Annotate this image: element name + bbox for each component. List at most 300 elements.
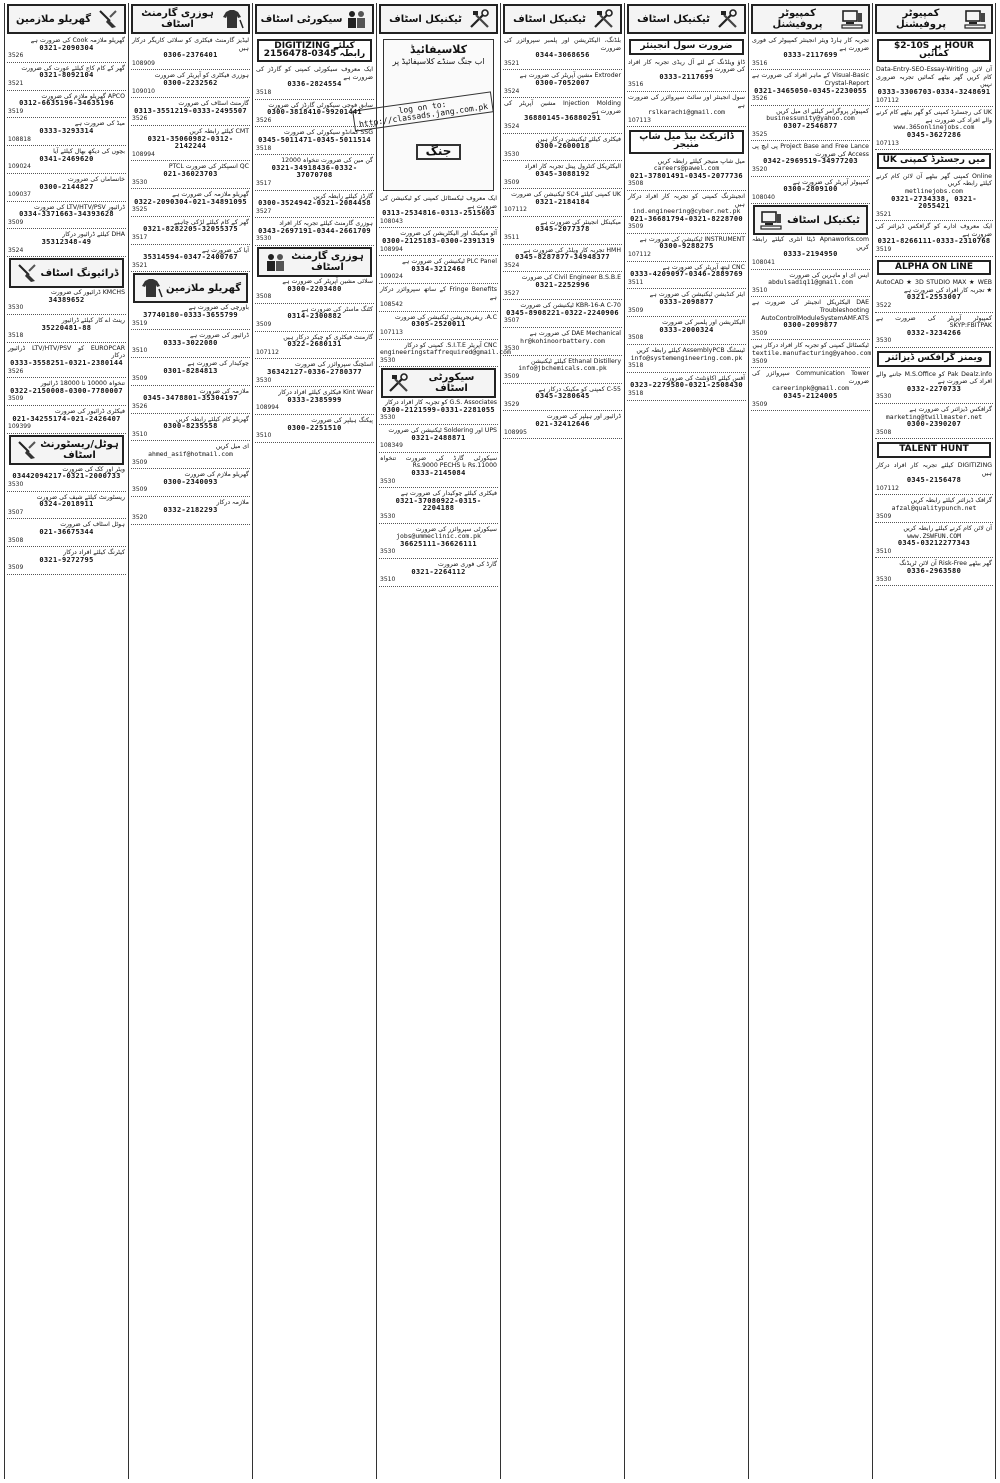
ad-text: DIGITIZING کیلئے تجربہ کار افراد درکار ہیں (876, 461, 992, 477)
ad-code: 107113 (628, 116, 651, 124)
ad-headline-box: UK میں رجسٹرڈ کمپنی (877, 153, 991, 169)
classified-ad (7, 203, 126, 230)
computer-icon (962, 8, 988, 30)
ad-code: 3524 (8, 246, 24, 254)
ad-text: Visual-Basic کے ماہر افراد کی ضرورت ہے Crystal-Report (752, 72, 869, 87)
ad-phone: 0300-2099877 (783, 321, 838, 330)
section-header (751, 4, 870, 34)
section-header (503, 4, 622, 34)
ad-text: Pak Dealz.info کو M.S.Office جاننے والے افراد کی ضرورت ہے (876, 370, 993, 386)
section-header (627, 4, 746, 34)
ad-code: 3521 (876, 210, 892, 218)
ad-text: Injection Molding مشین آپریٹر کی ضرورت ہے (504, 100, 621, 115)
section-title: کمپیوٹر پروفیشنل (895, 8, 946, 30)
ad-text: ویٹر اور کک کی ضرورت (62, 465, 125, 473)
ad-code: 3511 (628, 278, 644, 286)
classified-ad (503, 273, 622, 300)
ad-code: 108994 (380, 245, 403, 253)
ad-text: CNC لیتھ آپریٹر کی ضرورت ہے (662, 263, 745, 271)
section-header (381, 368, 496, 398)
classified-ad (131, 442, 250, 469)
ad-code: 3520 (752, 165, 768, 173)
ad-text: PLC Panel ٹیکنیشن کی ضرورت ہے (402, 258, 497, 266)
ad-code: 3509 (752, 357, 768, 365)
ad-text: G.S. Associates کو تجربہ کار افراد درکار (385, 399, 497, 407)
ad-email[interactable]: info@jbchemicals.com.pk (518, 364, 607, 373)
classified-ad (751, 178, 870, 205)
classified-ad (379, 454, 498, 488)
ad-text: CNC آپریٹر S.I.T.E. کمپنی کو درکار (404, 341, 497, 349)
ad-code: 3530 (132, 178, 148, 186)
ad-text: آٹو میکینک اور الیکٹریشن کی ضرورت (400, 230, 497, 238)
classified-ad (255, 305, 374, 332)
ad-code: 3509 (132, 486, 148, 494)
ad-text: گھریلو ملازم کی ضرورت (184, 471, 249, 479)
ad-phone: 0322-2150008-0300-7780007 (10, 386, 123, 395)
ad-headline-box: ویمنز گرافکس ڈیزائنر (877, 351, 991, 367)
classified-ad (627, 235, 746, 262)
ad-text: گن مین کی ضرورت تنخواہ 12000 (281, 157, 373, 165)
classified-ad (379, 313, 498, 340)
classified-ad (255, 65, 374, 99)
ad-phone: 0332-3234266 (906, 328, 962, 337)
ad-code: 107113 (380, 328, 403, 336)
ad-phone: 0345-5011471-0345-5011514 (258, 135, 371, 144)
classified-ad (379, 194, 498, 228)
ad-phone: 0300-2125183-0300-2391319 (382, 236, 495, 245)
classified-column (500, 3, 624, 1479)
ad-phone: 0332-2182293 (163, 505, 218, 514)
classified-ad (751, 298, 870, 340)
ad-text: CMT کیلئے رابطہ کریں (189, 127, 249, 135)
ad-code: 3518 (628, 362, 644, 370)
classified-ad (503, 99, 622, 133)
ad-text: فیکٹری ڈرائیور کی ضرورت (54, 407, 125, 415)
classified-ad (255, 333, 374, 360)
ad-code: 108040 (752, 193, 775, 201)
ad-phone: 0314-2300882 (287, 312, 342, 321)
classified-ad (875, 222, 993, 256)
ad-email[interactable]: ahmed_asif@hotmail.com (148, 449, 233, 458)
ad-phone: 36342127-0336-2780377 (267, 368, 362, 376)
ad-email[interactable]: www.ZSWFUN.COM (907, 531, 961, 540)
classified-ad (379, 341, 511, 368)
ad-code: 3507 (504, 317, 520, 325)
ad-code: 107112 (256, 348, 279, 356)
ad-text: تنخواہ 10000 تا 18000 ڈرائیور (40, 380, 125, 388)
classified-ad (255, 156, 374, 190)
ad-email[interactable]: marketing@twillmaster.net (885, 412, 983, 421)
classified-ad (875, 172, 993, 222)
section-title: کمپیوٹر پروفیشنل (772, 8, 823, 30)
ad-email[interactable]: metlinejobs.com (905, 186, 963, 195)
ad-code: 3519 (132, 319, 148, 327)
ad-code: 3530 (380, 548, 396, 556)
ad-code: 3508 (628, 334, 644, 342)
ad-text: کمپیوٹر پروگرامر کیلئے ای میل کریں (776, 107, 869, 115)
tools-icon (467, 8, 493, 30)
ad-code: 3511 (504, 234, 520, 242)
ad-code: 107113 (876, 139, 899, 147)
ad-text: ایک معروف سیکورٹی کمپنی کو گارڈز کی ضرورت ہے (256, 66, 373, 81)
section-title: ٹیکنیکل اسٹاف (637, 13, 710, 25)
ad-text: ایئر کنڈیشن ٹیکنیشن کی ضرورت ہے (649, 291, 745, 299)
ad-code: 107112 (876, 484, 899, 492)
ad-text: گھریلو کام کیلئے رابطہ کریں (176, 415, 249, 423)
ad-text: ہوزری گارمنٹ کیلئے تجربہ کار افراد (279, 220, 373, 228)
ad-phone: 0345-2124005 (783, 391, 838, 400)
ad-code: 3519 (876, 246, 892, 254)
ad-phone: 0334-3371663-34393628 (19, 210, 114, 219)
ad-text: ریسٹورنٹ کیلئے شیف کی ضرورت (36, 493, 125, 501)
ad-text: خانساماں کی ضرورت (67, 175, 125, 183)
classified-ad (379, 489, 498, 523)
ad-code: 3520 (132, 514, 148, 522)
jang-logo: جنگ (416, 144, 462, 160)
classified-column (358, 3, 511, 1479)
ad-phone: 0300-9288275 (659, 242, 714, 251)
classified-ad (875, 405, 993, 439)
ad-phone: 36880145-36880291 (524, 114, 601, 123)
section-header (875, 4, 993, 34)
ad-phone: 35314594-0347-2400767 (143, 253, 238, 262)
ad-code: 3530 (8, 304, 24, 312)
ad-code: 3509 (628, 306, 644, 314)
ad-text: C-55 کمپنی کو مکینک درکار ہے (538, 385, 621, 393)
classified-ad (255, 416, 374, 443)
ad-code: 3509 (8, 564, 24, 572)
ad-phone: 0321-8282205-32055375 (143, 225, 238, 234)
section-header (257, 247, 372, 277)
ad-phone: 0313-2534816-0313-2515603 (382, 209, 495, 218)
classified-ad (503, 218, 622, 245)
ad-text: چوکیدار کی ضرورت ہے (187, 360, 249, 367)
ad-email[interactable]: textile.manufacturing@yahoo.com (752, 349, 872, 357)
ad-code: 3516 (628, 81, 644, 89)
ad-phone: 0321-2184184 (535, 197, 590, 206)
ad-text: UK کمپنی کیلئے SC4 ٹیکنیشن کی ضرورت (511, 191, 621, 199)
classified-ad (875, 524, 993, 558)
ad-text: سابق فوجی سیکورٹی گارڈز کی ضرورت (268, 101, 373, 109)
ad-code: 3509 (628, 223, 644, 231)
ad-headline-box: ضرورت سول انجینئر (629, 39, 744, 55)
classified-ad (875, 314, 993, 348)
ad-code: 3527 (504, 289, 520, 297)
classified-ad (379, 426, 498, 453)
ad-phone: 0300-2144827 (39, 182, 94, 191)
ad-text: EUROPCAR کو LTV/HTV/PSV ڈرائیور درکار (8, 344, 126, 360)
ad-code: 3530 (380, 513, 396, 520)
classified-ad (255, 360, 374, 387)
ad-text: QC انسپکٹر کی ضرورت PTCL (168, 163, 249, 171)
ad-phone: 0322-2680131 (287, 340, 342, 349)
ad-code: 3509 (504, 178, 520, 186)
ad-phone: 021-37801491-0345-2077736 (630, 171, 743, 180)
ad-code: 3527 (256, 207, 272, 215)
ad-text: میکینکل انجینئر کی ضرورت ہے (540, 218, 621, 226)
ad-email[interactable]: hr@kohinoorbattery.com (520, 336, 605, 345)
ad-phone: 0345-8287877-34948377 (515, 253, 610, 262)
ad-email[interactable]: afzal@qualitypunch.net (891, 503, 977, 512)
ad-phone: 0321-2553007 (906, 293, 962, 302)
ad-phone: 0345-3280645 (535, 392, 590, 401)
classified-ad (379, 285, 498, 312)
ad-text: الیکٹریکل کنٹرول پینل تجربہ کار افراد (524, 163, 621, 171)
classified-ad (131, 415, 250, 442)
ad-phone: 0300-2809100 (783, 185, 838, 194)
promo-subtitle: اب جنگ سنڈے کلاسیفائیڈ پر (392, 56, 485, 66)
ad-phone: 0300-3818410-99201441 (267, 108, 362, 117)
ad-email[interactable]: businessunity@yahoo.com (766, 114, 855, 123)
ad-text: لیڈیز گارمنٹ فیکٹری کو سلائی کاریگر درکار ہیں (132, 37, 249, 52)
ad-phone: 0301-8284813 (163, 366, 218, 375)
ad-phone: 0321-8092104 (39, 71, 94, 80)
classified-ad (627, 290, 746, 317)
ad-phone: 0321-2252996 (535, 281, 590, 290)
ad-code: 3508 (876, 428, 892, 436)
classified-ad (131, 162, 250, 189)
classified-ad (255, 192, 374, 219)
ad-phone: 0300-3524942-0321-2084458 (258, 199, 371, 208)
classified-ad (503, 36, 622, 70)
ad-code: 3530 (876, 393, 892, 401)
ad-text: بلڈنگ، الیکٹریشن اور پلمبر سپروائزر کی ضرورت (504, 37, 621, 52)
ad-text: پیکنگ ہیلپر کی ضرورت (311, 416, 373, 424)
ad-phone: 0342-2969519-34977203 (763, 157, 858, 166)
section-title: سیکورٹی اسٹاف (428, 372, 475, 395)
ad-text: فیکٹری کیلئے ٹیکنیشن درکار ہیں (537, 135, 621, 143)
ad-code: 109010 (132, 87, 155, 95)
classified-ad (751, 235, 870, 269)
ad-text: آن لائن کام کرنے کیلئے رابطہ کریں (903, 525, 992, 533)
ad-email[interactable]: jobs@ummeclinic.com.pk (396, 532, 481, 541)
ad-text: ہوزری فیکٹری کو آپریٹر کی ضرورت (154, 72, 249, 80)
classified-ad (7, 548, 126, 575)
ad-email[interactable]: careerinpk@gmail.com (772, 384, 849, 393)
ad-text: Online کمپنی گھر بیٹھے آن لائن کام کرنے کیلئے رابطہ کریں (876, 172, 992, 188)
ad-code: 107112 (628, 251, 651, 259)
ad-phone: 0313-3551219-0333-2495507 (134, 106, 247, 115)
ad-code: 3518 (256, 88, 272, 96)
classified-ad (7, 92, 126, 119)
ad-email[interactable]: info@systemengineering.com.pk (630, 353, 743, 362)
tools-icon (386, 372, 412, 394)
ad-text: رینٹ اے کار کیلئے ڈرائیور (61, 317, 125, 325)
classified-ad (503, 412, 622, 439)
ad-phone: 0345-2156478 (906, 476, 962, 485)
ad-code: 108818 (8, 135, 31, 143)
ad-text: DHA کیلئے ڈرائیور درکار (62, 231, 125, 239)
classified-ad (875, 65, 993, 107)
ad-phone: 0306-2376401 (163, 51, 218, 60)
section-title: ٹیکنیکل اسٹاف (787, 214, 860, 226)
classified-ad (131, 99, 250, 126)
ad-text: فیکٹری کیلئے چوکیدار کی ضرورت ہے (400, 490, 497, 498)
ad-text: گھریلو ملازمہ Cook کی ضرورت ہے (30, 37, 125, 44)
ad-phone: 03442094217-0321-2000733 (12, 472, 121, 481)
ad-code: 108542 (380, 301, 403, 309)
ad-code: 3509 (752, 400, 768, 408)
ad-headline-box: DIGITIZING کیلئے رابطہ 0345-2156478 (257, 39, 372, 62)
ad-text: ڈرائیور اور ہیلپر کی ضرورت (546, 413, 621, 421)
ad-text: INSTRUMENT ٹیکنیشن کی ضرورت ہے (639, 235, 745, 243)
classified-ad (503, 301, 622, 328)
classified-ad (875, 278, 993, 312)
classified-ad (503, 190, 622, 217)
ad-phone: 0333-2145084 (411, 469, 466, 478)
ad-text: کمپیوٹر آپریٹر کی ضرورت ہے (792, 178, 869, 186)
ad-text: DAE الیکٹریکل انجینئر کی ضرورت ہے Troubleshooting AutoControlModuleSystemAMF.ATS (752, 299, 869, 322)
classified-ad (627, 157, 746, 191)
ad-code: 3509 (876, 512, 892, 520)
classified-ad (7, 493, 126, 520)
ad-code: 3517 (132, 234, 148, 242)
ad-code: 3529 (504, 400, 520, 408)
ad-code: 107112 (876, 96, 899, 104)
ad-phone: 0333-2117699 (783, 51, 838, 60)
ad-code: 3526 (752, 95, 768, 103)
classified-ad (255, 277, 374, 304)
ad-text: HMH تجربہ کار ویلڈر کی ضرورت ہے (523, 246, 621, 254)
classified-column (128, 3, 252, 1479)
ad-phone: 021-36023703 (163, 169, 218, 178)
ad-code: 109037 (8, 191, 31, 199)
ad-phone: 0321-34918436-0332-37070708 (271, 163, 358, 180)
ad-text: کٹنگ ماسٹر کی ضرورت ہے (301, 305, 373, 313)
classified-ad (751, 142, 870, 176)
classified-ad (7, 379, 126, 406)
classified-ad (751, 369, 870, 411)
ad-phone: 0333-2098877 (659, 298, 714, 307)
garment-icon (219, 8, 245, 30)
classified-ad (255, 101, 374, 128)
ad-code: 3530 (504, 150, 520, 158)
classified-column (4, 3, 128, 1479)
section-header (9, 435, 124, 465)
ad-phone: 35312348-49 (41, 238, 92, 247)
ad-text: ایس ای او ماہرین کی ضرورت (789, 271, 869, 279)
ad-code: 3526 (8, 52, 24, 60)
classified-ad (131, 218, 250, 245)
tools-icon (591, 8, 617, 30)
ad-phone: 0321-35060982-0312-2142244 (147, 134, 234, 151)
ad-phone: 0321-8266111-0333-2310768 (877, 237, 991, 246)
jang-classified-promo (358, 39, 494, 191)
ad-phone: 021-36675344 (39, 527, 94, 536)
ad-text: KBR-16-A C-70 ٹیکنیشن کی ضرورت (520, 302, 621, 310)
ad-phone: 0345-3088192 (535, 169, 590, 178)
guard-icon (343, 8, 369, 30)
ad-email[interactable]: careers@pawel.com (653, 164, 720, 173)
classified-ad (131, 127, 250, 161)
promo-url[interactable]: log on to: http://classads.jang.com.pk (352, 92, 494, 132)
ad-code: 108994 (256, 404, 279, 412)
ad-text: ڈاؤ ویلڈنگ کے لئے آل ریڈی تجربہ کار افراد کی ضرورت ہے (628, 58, 745, 74)
ad-code: 3509 (132, 375, 148, 383)
classified-ad (379, 398, 498, 425)
section-title: ڈرائیونگ اسٹاف (40, 267, 119, 279)
ad-phone: 0321-2488871 (411, 433, 466, 442)
ad-text: ٹیسٹنگ AssemblyPCB کیلئے رابطہ کریں (636, 347, 745, 354)
classified-ad (503, 357, 622, 384)
ad-phone: 0334-3212468 (411, 264, 466, 273)
ad-code: 3530 (380, 477, 396, 485)
ad-code: 108994 (132, 150, 155, 158)
ad-text: Civil Engineer B.S.B.E کی ضرورت (521, 274, 621, 282)
ad-phone: 0300-2203480 (287, 284, 342, 293)
ad-phone: 0321-3465050-0345-2230055 (754, 86, 867, 95)
classified-ad (751, 107, 870, 141)
ad-phone: 0336-2824554 (287, 80, 342, 89)
ad-phone: 0300-2251510 (287, 423, 342, 432)
ad-phone: 0300-2390207 (906, 420, 962, 429)
ad-code: 3510 (752, 286, 768, 294)
classified-ad (131, 71, 250, 98)
ad-email[interactable]: rslkarachi@gmail.com (648, 108, 725, 117)
ad-phone: 0336-2963580 (906, 567, 962, 576)
ad-code: 3524 (504, 122, 520, 130)
classified-ad (875, 559, 993, 586)
classified-ad (131, 190, 250, 217)
ad-text: کیٹرنگ کیلئے افراد درکار (63, 549, 125, 557)
ad-phone: 37740180-0333-3655799 (143, 311, 238, 320)
ad-phone: 0345-2077378 (535, 225, 590, 234)
ad-headline-box: ALPHA ON LINE (877, 260, 991, 276)
ad-code: 109024 (380, 273, 403, 281)
ad-email[interactable]: www.365onlinejobs.com (893, 123, 975, 132)
broom-icon (14, 262, 40, 284)
ad-phone: 0341-2469620 (39, 154, 94, 163)
ad-text: گارڈ کی فوری ضرورت (437, 560, 497, 568)
classified-ad (131, 387, 250, 414)
section-header (255, 4, 374, 34)
classified-column (252, 3, 376, 1479)
classified-ad (503, 385, 622, 412)
ad-code: 3509 (132, 458, 148, 466)
ad-code: 3510 (132, 347, 148, 355)
ad-phone: 021-34255174-021-2426407 (12, 414, 121, 423)
ad-phone: 0322-2090304-021-34891095 (134, 197, 247, 206)
ad-text: ملازمہ کی ضرورت (199, 387, 249, 395)
ad-email[interactable]: abdulsadiq11@gmail.com (768, 278, 853, 287)
ad-text: Communication Tower سپروائزر کی ضرورت (752, 370, 869, 385)
ad-email[interactable]: ind.engineering@cyber.net.pk (632, 207, 741, 216)
ad-code: 3525 (132, 206, 148, 214)
ad-text: Fringe Benefits کے ساتھ سپروائزر درکار ہے (380, 285, 497, 301)
ad-phone: 0307-2546877 (783, 121, 838, 130)
ad-code: 3530 (876, 575, 892, 583)
promo-title: کلاسیفائیڈ (409, 43, 468, 56)
ad-text: AutoCAD ★ 3D STUDIO MAX ★ WEB ★ تجربہ کار افراد کی ضرورت ہے (876, 279, 992, 294)
ad-code: 3530 (256, 235, 272, 243)
ads-list (625, 34, 748, 404)
classified-ad (875, 461, 993, 495)
garment-icon (138, 277, 164, 299)
ad-headline-box: TALENT HUNT (877, 442, 991, 458)
classified-ad (875, 108, 993, 150)
ad-text: گارڈز کیلئے رابطہ کریں (313, 192, 373, 200)
section-header (9, 258, 124, 288)
ad-code: 3525 (752, 130, 768, 138)
ad-text: گرافک ڈیزائنر کیلئے رابطہ کریں (910, 497, 992, 505)
ad-phone: 0333-4209097-0346-2889769 (630, 270, 743, 279)
classified-ad (7, 344, 126, 378)
ad-email[interactable]: engineeringstaffrequired@gmail.com (380, 348, 511, 357)
computer-icon (839, 8, 865, 30)
ad-phone: 0345-3627286 (906, 130, 962, 139)
section-header (133, 273, 248, 303)
classified-ad (131, 498, 250, 525)
